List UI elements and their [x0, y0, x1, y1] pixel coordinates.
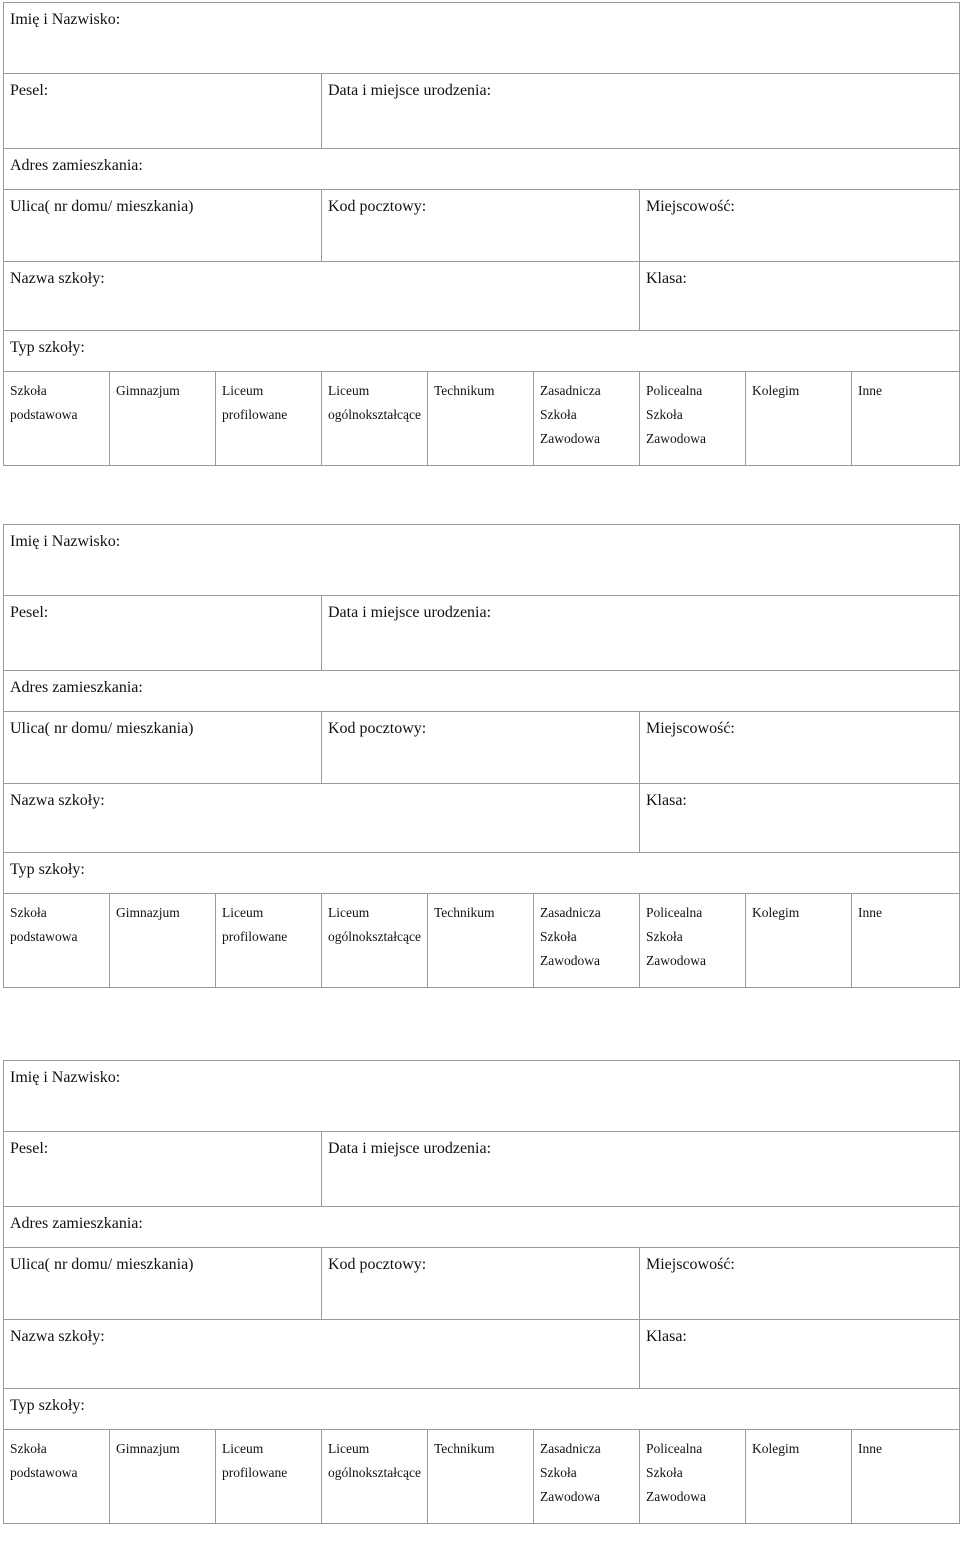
city-label: Miejscowość: — [646, 1256, 735, 1273]
school-type-option[interactable] — [110, 372, 216, 466]
school-type-option[interactable] — [428, 1430, 534, 1524]
postal-label: Kod pocztowy: — [328, 198, 427, 215]
school-type-option[interactable] — [852, 894, 960, 988]
school-type-line: Zawodowa — [646, 431, 706, 446]
school-type-option[interactable] — [216, 894, 322, 988]
address-header — [4, 1207, 960, 1248]
school-type-option[interactable] — [4, 1430, 110, 1524]
school-type-line: podstawowa — [10, 1465, 78, 1480]
pesel-label: Pesel: — [10, 82, 49, 99]
name-field[interactable] — [4, 525, 960, 596]
school-type-line: Technikum — [434, 905, 495, 920]
pesel-field[interactable] — [4, 1132, 322, 1207]
street-field[interactable] — [4, 712, 322, 784]
school-type-option[interactable] — [4, 372, 110, 466]
name-label: Imię i Nazwisko: — [10, 11, 121, 28]
name-label: Imię i Nazwisko: — [10, 533, 121, 550]
school-type-option[interactable] — [640, 1430, 746, 1524]
school-type-line: Zasadnicza — [540, 1441, 601, 1456]
school-type-option[interactable] — [216, 372, 322, 466]
school-type-option[interactable] — [640, 372, 746, 466]
school-type-option[interactable] — [322, 372, 428, 466]
name-field[interactable] — [4, 1061, 960, 1132]
school-type-line: Liceum — [222, 1441, 264, 1456]
school-type-option[interactable] — [322, 894, 428, 988]
school-type-line: Gimnazjum — [116, 1441, 180, 1456]
school-name-label: Nazwa szkoły: — [10, 792, 105, 809]
form-table — [3, 524, 960, 988]
school-type-line: profilowane — [222, 929, 288, 944]
school-type-header — [4, 1389, 960, 1430]
school-type-line: Szkoła — [646, 929, 683, 944]
school-type-line: Policealna — [646, 905, 703, 920]
pesel-field[interactable] — [4, 596, 322, 671]
street-label: Ulica( nr domu/ mieszkania) — [10, 1256, 194, 1273]
student-form — [3, 524, 959, 988]
school-type-line: Szkoła — [646, 407, 683, 422]
city-field[interactable] — [640, 190, 960, 262]
form-table — [3, 2, 960, 466]
name-field[interactable] — [4, 3, 960, 74]
address-header — [4, 671, 960, 712]
school-type-line: Kolegim — [752, 905, 800, 920]
school-type-option[interactable] — [534, 372, 640, 466]
school-name-field[interactable] — [4, 1320, 640, 1389]
postal-label: Kod pocztowy: — [328, 1256, 427, 1273]
school-type-option[interactable] — [216, 1430, 322, 1524]
school-type-line: Szkoła — [540, 407, 577, 422]
school-type-line: ogólnokształcące — [328, 1465, 421, 1480]
school-type-line: Szkoła — [10, 905, 47, 920]
birth-field[interactable] — [322, 1132, 960, 1207]
school-type-line: Zawodowa — [540, 1489, 600, 1504]
address-label: Adres zamieszkania: — [10, 1215, 143, 1232]
school-type-label: Typ szkoły: — [10, 1397, 85, 1414]
school-type-option[interactable] — [4, 894, 110, 988]
student-form — [3, 2, 959, 466]
school-type-option[interactable] — [746, 1430, 852, 1524]
school-type-option[interactable] — [640, 894, 746, 988]
birth-label: Data i miejsce urodzenia: — [328, 82, 492, 99]
school-type-option[interactable] — [852, 372, 960, 466]
school-type-header — [4, 853, 960, 894]
birth-field[interactable] — [322, 596, 960, 671]
school-type-line: Szkoła — [10, 383, 47, 398]
school-name-field[interactable] — [4, 784, 640, 853]
school-type-option[interactable] — [428, 894, 534, 988]
school-type-option[interactable] — [322, 1430, 428, 1524]
street-label: Ulica( nr domu/ mieszkania) — [10, 720, 194, 737]
birth-label: Data i miejsce urodzenia: — [328, 604, 492, 621]
class-label: Klasa: — [646, 792, 687, 809]
street-field[interactable] — [4, 1248, 322, 1320]
school-type-line: Liceum — [328, 383, 370, 398]
pesel-label: Pesel: — [10, 604, 49, 621]
school-type-option[interactable] — [746, 894, 852, 988]
school-type-line: Zawodowa — [646, 953, 706, 968]
school-type-option[interactable] — [110, 894, 216, 988]
postal-field[interactable] — [322, 712, 640, 784]
class-field[interactable] — [640, 262, 960, 331]
pesel-field[interactable] — [4, 74, 322, 149]
street-field[interactable] — [4, 190, 322, 262]
school-type-line: Szkoła — [646, 1465, 683, 1480]
school-type-line: Inne — [858, 905, 882, 920]
school-type-line: ogólnokształcące — [328, 407, 421, 422]
school-type-option[interactable] — [852, 1430, 960, 1524]
city-field[interactable] — [640, 712, 960, 784]
school-type-line: Technikum — [434, 383, 495, 398]
school-type-line: Szkoła — [10, 1441, 47, 1456]
address-label: Adres zamieszkania: — [10, 157, 143, 174]
class-field[interactable] — [640, 1320, 960, 1389]
school-type-line: profilowane — [222, 407, 288, 422]
school-type-line: Policealna — [646, 383, 703, 398]
school-type-line: Liceum — [222, 383, 264, 398]
city-label: Miejscowość: — [646, 198, 735, 215]
school-type-line: ogólnokształcące — [328, 929, 421, 944]
postal-label: Kod pocztowy: — [328, 720, 427, 737]
school-type-line: Liceum — [222, 905, 264, 920]
class-label: Klasa: — [646, 1328, 687, 1345]
school-type-line: Technikum — [434, 1441, 495, 1456]
school-type-option[interactable] — [746, 372, 852, 466]
school-type-option[interactable] — [110, 1430, 216, 1524]
school-type-option[interactable] — [534, 894, 640, 988]
school-type-line: Gimnazjum — [116, 905, 180, 920]
school-type-line: podstawowa — [10, 929, 78, 944]
school-type-label: Typ szkoły: — [10, 861, 85, 878]
school-name-field[interactable] — [4, 262, 640, 331]
school-type-line: podstawowa — [10, 407, 78, 422]
school-type-line: Gimnazjum — [116, 383, 180, 398]
school-type-line: Policealna — [646, 1441, 703, 1456]
birth-label: Data i miejsce urodzenia: — [328, 1140, 492, 1157]
city-label: Miejscowość: — [646, 720, 735, 737]
school-type-line: profilowane — [222, 1465, 288, 1480]
school-type-option[interactable] — [428, 372, 534, 466]
school-type-line: Zasadnicza — [540, 905, 601, 920]
school-type-line: Zasadnicza — [540, 383, 601, 398]
school-type-line: Szkoła — [540, 929, 577, 944]
school-type-line: Kolegim — [752, 383, 800, 398]
school-type-line: Szkoła — [540, 1465, 577, 1480]
school-type-line: Inne — [858, 383, 882, 398]
class-field[interactable] — [640, 784, 960, 853]
school-name-label: Nazwa szkoły: — [10, 270, 105, 287]
student-form — [3, 1060, 959, 1524]
school-type-line: Liceum — [328, 905, 370, 920]
postal-field[interactable] — [322, 1248, 640, 1320]
street-label: Ulica( nr domu/ mieszkania) — [10, 198, 194, 215]
school-type-header — [4, 331, 960, 372]
class-label: Klasa: — [646, 270, 687, 287]
school-type-line: Kolegim — [752, 1441, 800, 1456]
school-type-line: Zawodowa — [540, 431, 600, 446]
birth-field[interactable] — [322, 74, 960, 149]
form-table — [3, 1060, 960, 1524]
pesel-label: Pesel: — [10, 1140, 49, 1157]
school-type-label: Typ szkoły: — [10, 339, 85, 356]
school-type-line: Liceum — [328, 1441, 370, 1456]
address-label: Adres zamieszkania: — [10, 679, 143, 696]
school-type-line: Zawodowa — [540, 953, 600, 968]
school-type-line: Inne — [858, 1441, 882, 1456]
city-field[interactable] — [640, 1248, 960, 1320]
postal-field[interactable] — [322, 190, 640, 262]
name-label: Imię i Nazwisko: — [10, 1069, 121, 1086]
address-header — [4, 149, 960, 190]
school-name-label: Nazwa szkoły: — [10, 1328, 105, 1345]
school-type-line: Zawodowa — [646, 1489, 706, 1504]
school-type-option[interactable] — [534, 1430, 640, 1524]
